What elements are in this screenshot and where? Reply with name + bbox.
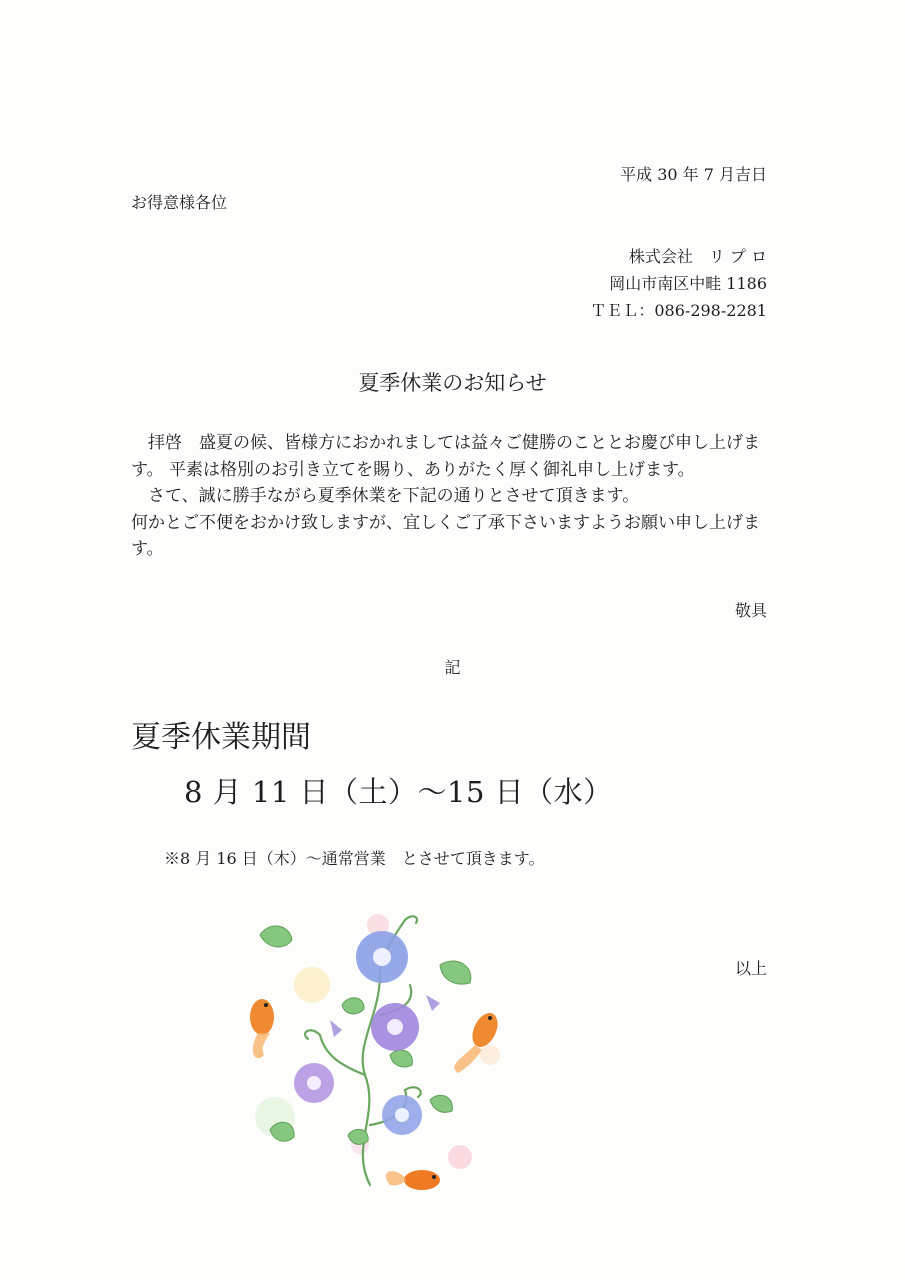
sender-address: 岡山市南区中畦 1186 — [609, 274, 767, 293]
ki-marker: 記 — [444, 658, 461, 677]
sender-block — [590, 243, 767, 324]
body-paragraph: さて、誠に勝手ながら夏季休業を下記の通りとさせて頂きます。 — [131, 486, 640, 506]
notice-body — [131, 430, 771, 563]
recipient: お得意様各位 — [131, 193, 228, 212]
goldfish-left-icon — [250, 999, 274, 1058]
body-paragraph: 拝啓 盛夏の候、皆様方におかれましては益々ご健勝のこととお慶び申し上げます。 平素は格別のお引き立てを賜り、ありがたく厚く御礼申し上げます。 — [131, 433, 760, 480]
holiday-heading: 夏季休業期間 — [131, 720, 311, 755]
ending-ijou: 以上 — [734, 959, 767, 978]
holiday-dates: 8 月 11 日（土）～15 日（水） — [184, 775, 613, 809]
goldfish-bottom-icon — [386, 1170, 440, 1190]
body-paragraph: 何かとご不便をおかけ致しますが、宜しくご了承下さいますようお願い申し上げます。 — [131, 512, 760, 559]
holiday-note: ※8 月 16 日（木）～通常営業 とさせて頂きます。 — [164, 849, 545, 868]
sender-tel: ＴＥＬ：086-298-2281 — [590, 301, 767, 320]
morning-glory-goldfish-illustration — [230, 905, 520, 1205]
issue-date: 平成 30 年 7 月吉日 — [620, 165, 767, 184]
sender-company: 株式会社 リ プ ロ — [628, 247, 767, 266]
closing-keigu: 敬具 — [734, 601, 767, 620]
notice-title: 夏季休業のお知らせ — [358, 371, 547, 395]
